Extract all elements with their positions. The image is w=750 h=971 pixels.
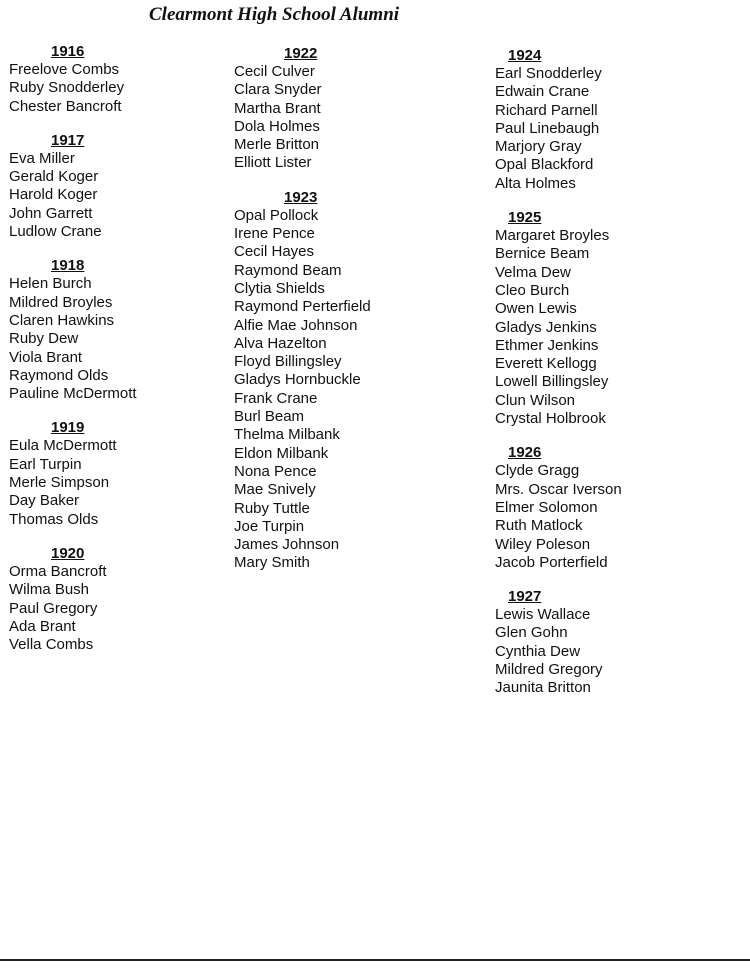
alumni-name: Cecil Hayes (234, 243, 315, 261)
class-section (234, 45, 484, 173)
alumni-name: Raymond Beam (234, 261, 342, 279)
alumni-name: Crystal Holbrook (495, 410, 606, 428)
alumni-name: Floyd Billingsley (234, 353, 342, 371)
alumni-name: Clun Wilson (495, 391, 576, 409)
class-section (9, 419, 259, 528)
alumni-name: Freelove Combs (9, 61, 120, 78)
alumni-name: Eva Miller (9, 149, 75, 167)
alumni-name: Clyde Gragg (495, 462, 580, 480)
alumni-name: Gladys Jenkins (495, 318, 597, 336)
alumni-name: Mrs. Oscar Iverson (495, 480, 622, 498)
class-year-heading: 1927 (508, 588, 542, 606)
alumni-name: John Garrett (9, 204, 93, 222)
alumni-name: Irene Pence (234, 225, 315, 243)
alumni-name: Mildred Gregory (495, 661, 603, 679)
alumni-name: Merle Simpson (9, 474, 110, 492)
alumni-name: Margaret Broyles (495, 227, 610, 245)
alumni-name: Orma Bancroft (9, 562, 107, 580)
alumni-name: Opal Blackford (495, 156, 594, 174)
class-section (234, 189, 484, 573)
alumni-name: Velma Dew (495, 263, 571, 281)
alumni-name: Gladys Hornbuckle (234, 371, 361, 389)
alumni-name: Bernice Beam (495, 245, 590, 263)
class-section (9, 545, 259, 654)
alumni-column-2 (234, 45, 484, 589)
alumni-name: Owen Lewis (495, 300, 577, 318)
alumni-name: Thelma Milbank (234, 426, 340, 444)
alumni-name: Alva Hazelton (234, 334, 327, 352)
class-section (9, 132, 259, 241)
alumni-name: Ada Brant (9, 617, 76, 635)
alumni-name: Burl Beam (234, 408, 305, 426)
alumni-name: Merle Britton (234, 136, 320, 154)
alumni-name: Helen Burch (9, 275, 92, 293)
alumni-name: Dola Holmes (234, 117, 320, 135)
alumni-name: Richard Parnell (495, 101, 598, 119)
class-year-heading: 1925 (508, 209, 542, 227)
alumni-name: Elmer Solomon (495, 498, 598, 516)
alumni-name: Pauline McDermott (9, 385, 137, 403)
alumni-name: Opal Pollock (234, 206, 319, 224)
alumni-name: Edwain Crane (495, 83, 590, 101)
alumni-name: Cynthia Dew (495, 642, 581, 660)
alumni-name: Joe Turpin (234, 517, 305, 535)
class-section (495, 209, 745, 428)
alumni-name: Harold Koger (9, 186, 98, 204)
alumni-name: Ruth Matlock (495, 517, 583, 535)
alumni-name: Ruby Snodderley (9, 79, 125, 97)
alumni-name: Clara Snyder (234, 81, 322, 99)
class-year-heading: 1917 (51, 131, 85, 149)
alumni-column-3 (495, 47, 745, 714)
class-section (9, 257, 259, 403)
alumni-name: Martha Brant (234, 99, 321, 117)
class-section (495, 47, 745, 193)
alumni-name: Paul Gregory (9, 599, 98, 617)
alumni-name: Ethmer Jenkins (495, 336, 599, 354)
alumni-name: Raymond Perterfield (234, 298, 371, 316)
alumni-name: Lewis Wallace (495, 606, 591, 624)
alumni-name: Ludlow Crane (9, 223, 102, 241)
alumni-name: James Johnson (234, 536, 340, 554)
class-year-heading: 1916 (51, 43, 85, 60)
alumni-name: Mildred Broyles (9, 293, 113, 311)
class-section (9, 43, 259, 116)
alumni-name: Ruby Dew (9, 330, 79, 348)
alumni-name: Earl Turpin (9, 455, 82, 473)
alumni-name: Mary Smith (234, 554, 310, 572)
alumni-name: Alfie Mae Johnson (234, 316, 358, 334)
class-year-heading: 1919 (51, 419, 85, 437)
alumni-name: Lowell Billingsley (495, 373, 609, 391)
alumni-name: Vella Combs (9, 636, 94, 654)
page-title: Clearmont High School Alumni (149, 4, 400, 25)
class-year-heading: 1922 (284, 45, 318, 62)
class-section (495, 444, 745, 572)
alumni-name: Cleo Burch (495, 281, 570, 299)
alumni-name: Ruby Tuttle (234, 499, 310, 517)
alumni-name: Alta Holmes (495, 174, 576, 192)
class-year-heading: 1920 (51, 544, 85, 562)
alumni-name: Wiley Poleson (495, 535, 591, 553)
alumni-name: Cecil Culver (234, 63, 315, 80)
alumni-name: Paul Linebaugh (495, 119, 600, 137)
class-year-heading: 1918 (51, 257, 85, 275)
alumni-name: Eula McDermott (9, 437, 117, 455)
alumni-name: Clytia Shields (234, 279, 325, 297)
alumni-name: Everett Kellogg (495, 355, 597, 373)
class-year-heading: 1926 (508, 444, 542, 462)
alumni-name: Wilma Bush (9, 581, 90, 599)
class-section (495, 588, 745, 697)
alumni-name: Chester Bancroft (9, 97, 122, 115)
alumni-name: Jacob Porterfield (495, 553, 608, 571)
class-year-heading: 1924 (508, 47, 542, 64)
alumni-name: Glen Gohn (495, 624, 568, 642)
alumni-name: Mae Snively (234, 481, 316, 499)
alumni-name: Gerald Koger (9, 168, 99, 186)
alumni-name: Nona Pence (234, 462, 317, 480)
alumni-name: Claren Hawkins (9, 311, 115, 329)
alumni-name: Elliott Lister (234, 154, 312, 172)
alumni-name: Marjory Gray (495, 138, 582, 156)
alumni-name: Viola Brant (9, 348, 83, 366)
alumni-name: Frank Crane (234, 389, 318, 407)
bottom-rule (0, 959, 750, 961)
alumni-name: Earl Snodderley (495, 65, 602, 82)
alumni-name: Eldon Milbank (234, 444, 329, 462)
alumni-name: Day Baker (9, 492, 80, 510)
alumni-name: Thomas Olds (9, 510, 99, 528)
alumni-name: Jaunita Britton (495, 679, 591, 697)
class-year-heading: 1923 (284, 188, 318, 206)
alumni-column-1 (9, 43, 259, 670)
alumni-name: Raymond Olds (9, 366, 109, 384)
